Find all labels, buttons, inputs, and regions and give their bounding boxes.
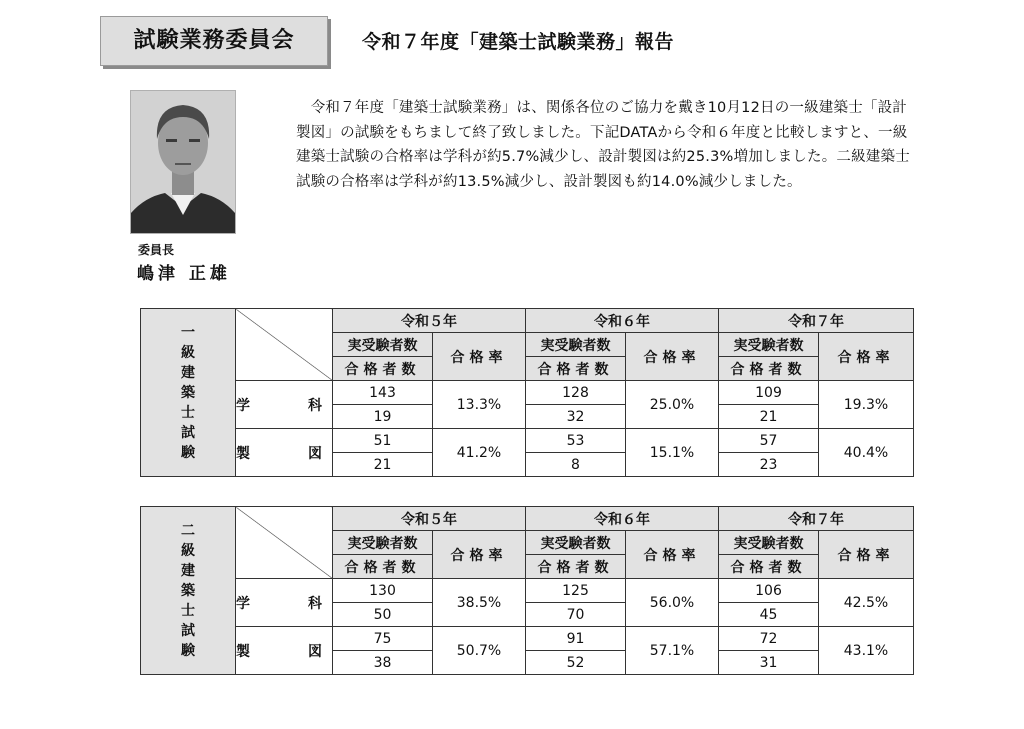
report-paragraph: 令和７年度「建築士試験業務」は、関係各位のご協力を戴き10月12日の一級建築士「設計製図」の試験をもちまして終了致しました。下記DATAから令和６年度と比較しますと、一級建築士試験の合格率は学科が約5.7%減少し、設計製図は約25.3%増加しました。二級建築士試験の合格率は学科が約13.5%減少し、設計製図も約14.0%減少しました。 xyxy=(296,100,910,190)
pass-rate-cell: 41.2% xyxy=(433,429,526,477)
passers-cell: 31 xyxy=(719,651,819,675)
passers-cell: 50 xyxy=(333,603,433,627)
examinees-cell: 128 xyxy=(526,381,626,405)
chairman-role: 委員長 xyxy=(138,243,175,257)
examinees-cell: 130 xyxy=(333,579,433,603)
passers-cell: 52 xyxy=(526,651,626,675)
pass-rate-header: 合格率 xyxy=(626,531,719,579)
first-class-results-table xyxy=(140,308,914,477)
pass-rate-cell: 38.5% xyxy=(433,579,526,627)
passers-cell: 45 xyxy=(719,603,819,627)
second-class-results-table xyxy=(140,506,914,675)
passers-header: 合格者数 xyxy=(333,555,433,579)
examinees-cell: 53 xyxy=(526,429,626,453)
examinees-cell: 72 xyxy=(719,627,819,651)
passers-header: 合格者数 xyxy=(719,555,819,579)
row-label-gakka: 学 科 xyxy=(236,579,333,627)
examinees-cell: 109 xyxy=(719,381,819,405)
examinees-header: 実受験者数 xyxy=(333,531,433,555)
diagonal-header-cell xyxy=(236,309,333,381)
passers-cell: 19 xyxy=(333,405,433,429)
pass-rate-cell: 19.3% xyxy=(819,381,914,429)
passers-header: 合格者数 xyxy=(526,555,626,579)
passers-cell: 21 xyxy=(333,453,433,477)
table-side-label: 二級建築士試験 xyxy=(141,507,236,675)
examinees-cell: 106 xyxy=(719,579,819,603)
examinees-header: 実受験者数 xyxy=(333,333,433,357)
year-header: 令和５年 xyxy=(333,309,526,333)
passers-cell: 23 xyxy=(719,453,819,477)
chairman-name: 嶋津 正雄 xyxy=(137,264,231,284)
pass-rate-header: 合格率 xyxy=(819,531,914,579)
pass-rate-cell: 56.0% xyxy=(626,579,719,627)
examinees-cell: 57 xyxy=(719,429,819,453)
report-heading: 令和７年度「建築士試験業務」報告 xyxy=(362,31,675,53)
year-header: 令和６年 xyxy=(526,309,719,333)
examinees-header: 実受験者数 xyxy=(719,333,819,357)
row-label-seizu: 製 図 xyxy=(236,429,333,477)
pass-rate-cell: 13.3% xyxy=(433,381,526,429)
pass-rate-cell: 43.1% xyxy=(819,627,914,675)
passers-cell: 38 xyxy=(333,651,433,675)
row-label-seizu: 製 図 xyxy=(236,627,333,675)
passers-header: 合格者数 xyxy=(333,357,433,381)
year-header: 令和７年 xyxy=(719,507,914,531)
row-label-gakka: 学 科 xyxy=(236,381,333,429)
pass-rate-cell: 15.1% xyxy=(626,429,719,477)
year-header: 令和５年 xyxy=(333,507,526,531)
year-header: 令和７年 xyxy=(719,309,914,333)
passers-cell: 21 xyxy=(719,405,819,429)
passers-cell: 70 xyxy=(526,603,626,627)
examinees-cell: 75 xyxy=(333,627,433,651)
examinees-cell: 91 xyxy=(526,627,626,651)
section-badge: 試験業務委員会 xyxy=(100,16,328,66)
examinees-header: 実受験者数 xyxy=(526,333,626,357)
examinees-header: 実受験者数 xyxy=(719,531,819,555)
chairman-photo xyxy=(130,90,236,234)
table-side-label: 一級建築士試験 xyxy=(141,309,236,477)
passers-cell: 8 xyxy=(526,453,626,477)
examinees-cell: 125 xyxy=(526,579,626,603)
pass-rate-cell: 25.0% xyxy=(626,381,719,429)
diagonal-header-cell xyxy=(236,507,333,579)
pass-rate-cell: 57.1% xyxy=(626,627,719,675)
pass-rate-header: 合格率 xyxy=(433,531,526,579)
pass-rate-cell: 50.7% xyxy=(433,627,526,675)
year-header: 令和６年 xyxy=(526,507,719,531)
examinees-cell: 143 xyxy=(333,381,433,405)
passers-cell: 32 xyxy=(526,405,626,429)
pass-rate-cell: 42.5% xyxy=(819,579,914,627)
pass-rate-header: 合格率 xyxy=(819,333,914,381)
pass-rate-cell: 40.4% xyxy=(819,429,914,477)
pass-rate-header: 合格率 xyxy=(433,333,526,381)
examinees-header: 実受験者数 xyxy=(526,531,626,555)
pass-rate-header: 合格率 xyxy=(626,333,719,381)
passers-header: 合格者数 xyxy=(719,357,819,381)
passers-header: 合格者数 xyxy=(526,357,626,381)
examinees-cell: 51 xyxy=(333,429,433,453)
